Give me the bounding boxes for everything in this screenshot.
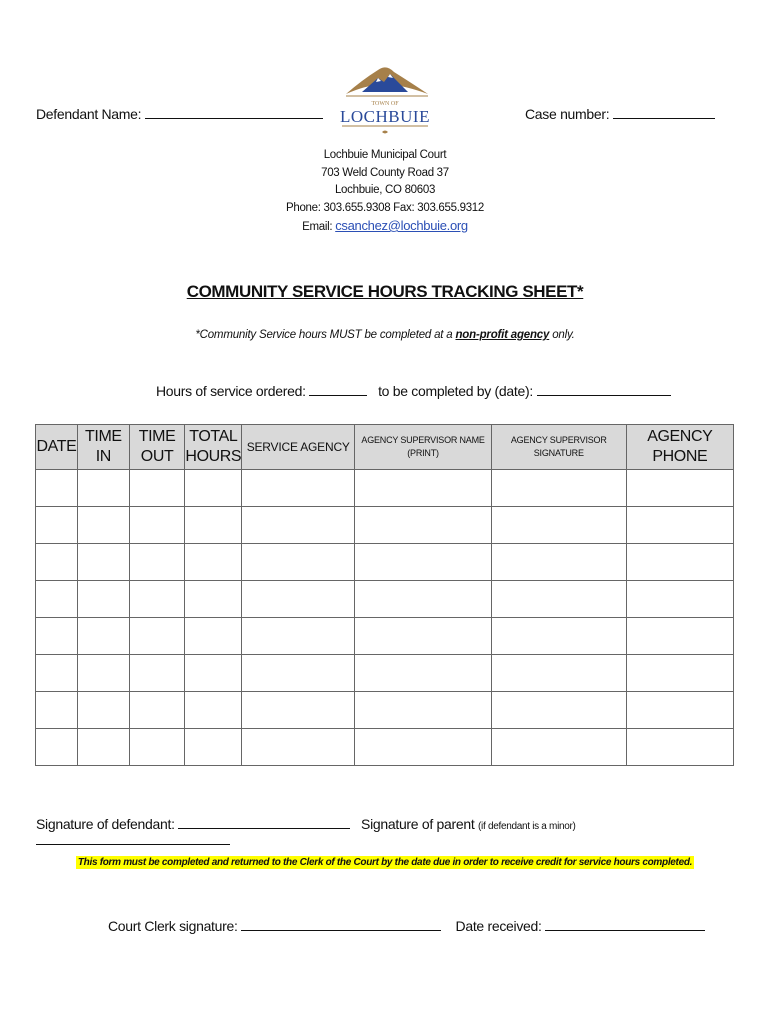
cell-supervisor-name[interactable] [355,470,492,507]
court-address-line1: 703 Weld County Road 37 [321,166,449,179]
cell-time-in[interactable] [77,618,129,655]
column-header-total-hours [185,425,242,470]
column-header-time-out [129,425,185,470]
cell-agency-phone[interactable] [626,544,733,581]
cell-time-out[interactable] [129,544,185,581]
column-header-line1: AGENCY PHONE [647,428,713,465]
table-row [36,692,734,729]
hours-tracking-table [35,424,734,766]
cell-agency-phone[interactable] [626,618,733,655]
cell-supervisor-signature[interactable] [491,507,626,544]
cell-supervisor-name[interactable] [355,655,492,692]
column-header-supervisor-name [355,425,492,470]
column-header-line1: TIME [85,428,122,445]
cell-agency-phone[interactable] [626,470,733,507]
cell-supervisor-signature[interactable] [491,655,626,692]
defendant-name-line [36,106,323,122]
table-body [36,470,734,766]
cell-service-agency[interactable] [242,507,355,544]
cell-time-out[interactable] [129,729,185,766]
cell-agency-phone[interactable] [626,581,733,618]
cell-time-out[interactable] [129,655,185,692]
note-suffix: only. [549,329,575,341]
parent-signature-field[interactable] [36,832,230,845]
logo-name: LOCHBUIE [340,107,430,126]
clerk-line [108,918,705,934]
column-header-time-in [77,425,129,470]
cell-time-in[interactable] [77,581,129,618]
cell-date[interactable] [36,470,78,507]
cell-time-in[interactable] [77,655,129,692]
table-row [36,655,734,692]
cell-total-hours[interactable] [185,470,242,507]
table-row [36,618,734,655]
cell-date[interactable] [36,692,78,729]
column-header-line2: OUT [140,448,174,465]
cell-total-hours[interactable] [185,507,242,544]
cell-time-in[interactable] [77,507,129,544]
cell-supervisor-signature[interactable] [491,581,626,618]
column-header-agency-phone [626,425,733,470]
cell-time-out[interactable] [129,470,185,507]
cell-date[interactable] [36,729,78,766]
hours-ordered-field[interactable] [309,383,367,396]
return-notice [0,857,770,868]
cell-supervisor-signature[interactable] [491,470,626,507]
clerk-signature-label: Court Clerk signature: [108,918,238,934]
date-received-field[interactable] [545,918,705,931]
table-row [36,544,734,581]
cell-supervisor-signature[interactable] [491,692,626,729]
cell-total-hours[interactable] [185,581,242,618]
cell-supervisor-name[interactable] [355,618,492,655]
table-row [36,729,734,766]
cell-supervisor-name[interactable] [355,581,492,618]
column-header-supervisor-signature [491,425,626,470]
column-header-line2: IN [95,448,111,465]
cell-service-agency[interactable] [242,581,355,618]
cell-time-in[interactable] [77,470,129,507]
cell-date[interactable] [36,581,78,618]
defendant-name-label: Defendant Name: [36,106,142,122]
cell-time-in[interactable] [77,692,129,729]
cell-supervisor-name[interactable] [355,692,492,729]
parent-signature-note: (if defendant is a minor) [478,821,576,832]
column-header-line1: DATE [36,438,77,455]
cell-time-in[interactable] [77,544,129,581]
cell-total-hours[interactable] [185,655,242,692]
cell-agency-phone[interactable] [626,692,733,729]
cell-agency-phone[interactable] [626,729,733,766]
column-header-service-agency [242,425,355,470]
cell-supervisor-name[interactable] [355,544,492,581]
column-header-line1: AGENCY SUPERVISOR NAME [361,435,485,445]
cell-service-agency[interactable] [242,729,355,766]
cell-date[interactable] [36,507,78,544]
return-notice-text: This form must be completed and returned to the Clerk of the Court by the date due in order to receive credit for service hours completed. [77,857,693,868]
hours-ordered-line [156,383,671,399]
cell-supervisor-signature[interactable] [491,544,626,581]
note-prefix: *Community Service hours MUST be completed at a [195,329,456,341]
cell-time-out[interactable] [129,581,185,618]
mountain-logo-icon [332,60,438,140]
cell-service-agency[interactable] [242,544,355,581]
cell-supervisor-signature[interactable] [491,618,626,655]
cell-supervisor-name[interactable] [355,507,492,544]
cell-time-in[interactable] [77,729,129,766]
cell-total-hours[interactable] [185,618,242,655]
defendant-signature-field[interactable] [178,816,350,829]
cell-time-out[interactable] [129,507,185,544]
logo-town-of: TOWN OF [371,101,399,107]
column-header-line1: AGENCY SUPERVISOR [510,435,607,445]
lochbuie-logo [332,60,438,140]
hours-ordered-label: Hours of service ordered: [156,383,306,399]
cell-time-out[interactable] [129,618,185,655]
case-number-field[interactable] [613,106,715,119]
cell-service-agency[interactable] [242,470,355,507]
defendant-name-field[interactable] [145,106,323,119]
court-email-line [0,217,770,237]
table-row [36,581,734,618]
completed-by-field[interactable] [537,383,671,396]
case-number-label: Case number: [525,106,610,122]
table-header-row [36,425,734,470]
cell-total-hours[interactable] [185,729,242,766]
cell-date[interactable] [36,544,78,581]
column-header-line2: (PRINT) [407,448,439,458]
defendant-signature-label: Signature of defendant: [36,816,175,832]
completed-by-label: to be completed by (date): [378,383,533,399]
date-received-label: Date received: [455,918,542,934]
cell-supervisor-signature[interactable] [491,729,626,766]
cell-total-hours[interactable] [185,692,242,729]
column-header-date [36,425,78,470]
clerk-signature-field[interactable] [241,918,441,931]
cell-time-out[interactable] [129,692,185,729]
page-title: COMMUNITY SERVICE HOURS TRACKING SHEET* [186,282,584,301]
table-row [36,507,734,544]
cell-service-agency[interactable] [242,618,355,655]
cell-supervisor-name[interactable] [355,729,492,766]
court-name: Lochbuie Municipal Court [323,149,447,161]
cell-service-agency[interactable] [242,655,355,692]
cell-agency-phone[interactable] [626,655,733,692]
signature-line [36,816,770,848]
cell-service-agency[interactable] [242,692,355,729]
column-header-line1: SERVICE AGENCY [246,440,350,454]
court-contact-block [0,147,770,237]
column-header-line1: TIME [138,428,176,445]
email-label: Email: [302,221,333,233]
cell-total-hours[interactable] [185,544,242,581]
column-header-line1: TOTAL [189,428,238,445]
case-number-line [525,106,715,122]
court-address-line2: Lochbuie, CO 80603 [334,184,436,196]
cell-date[interactable] [36,655,78,692]
note-emphasis: non-profit agency [455,329,550,341]
non-profit-note [0,329,770,341]
email-link[interactable]: csanchez@lochbuie.org [335,218,468,233]
court-phone-fax: Phone: 303.655.9308 Fax: 303.655.9312 [286,201,484,214]
cell-agency-phone[interactable] [626,507,733,544]
column-header-line2: HOURS [185,448,242,465]
cell-date[interactable] [36,618,78,655]
table-row [36,470,734,507]
parent-signature-label: Signature of parent [361,816,475,832]
column-header-line2: SIGNATURE [533,448,584,458]
